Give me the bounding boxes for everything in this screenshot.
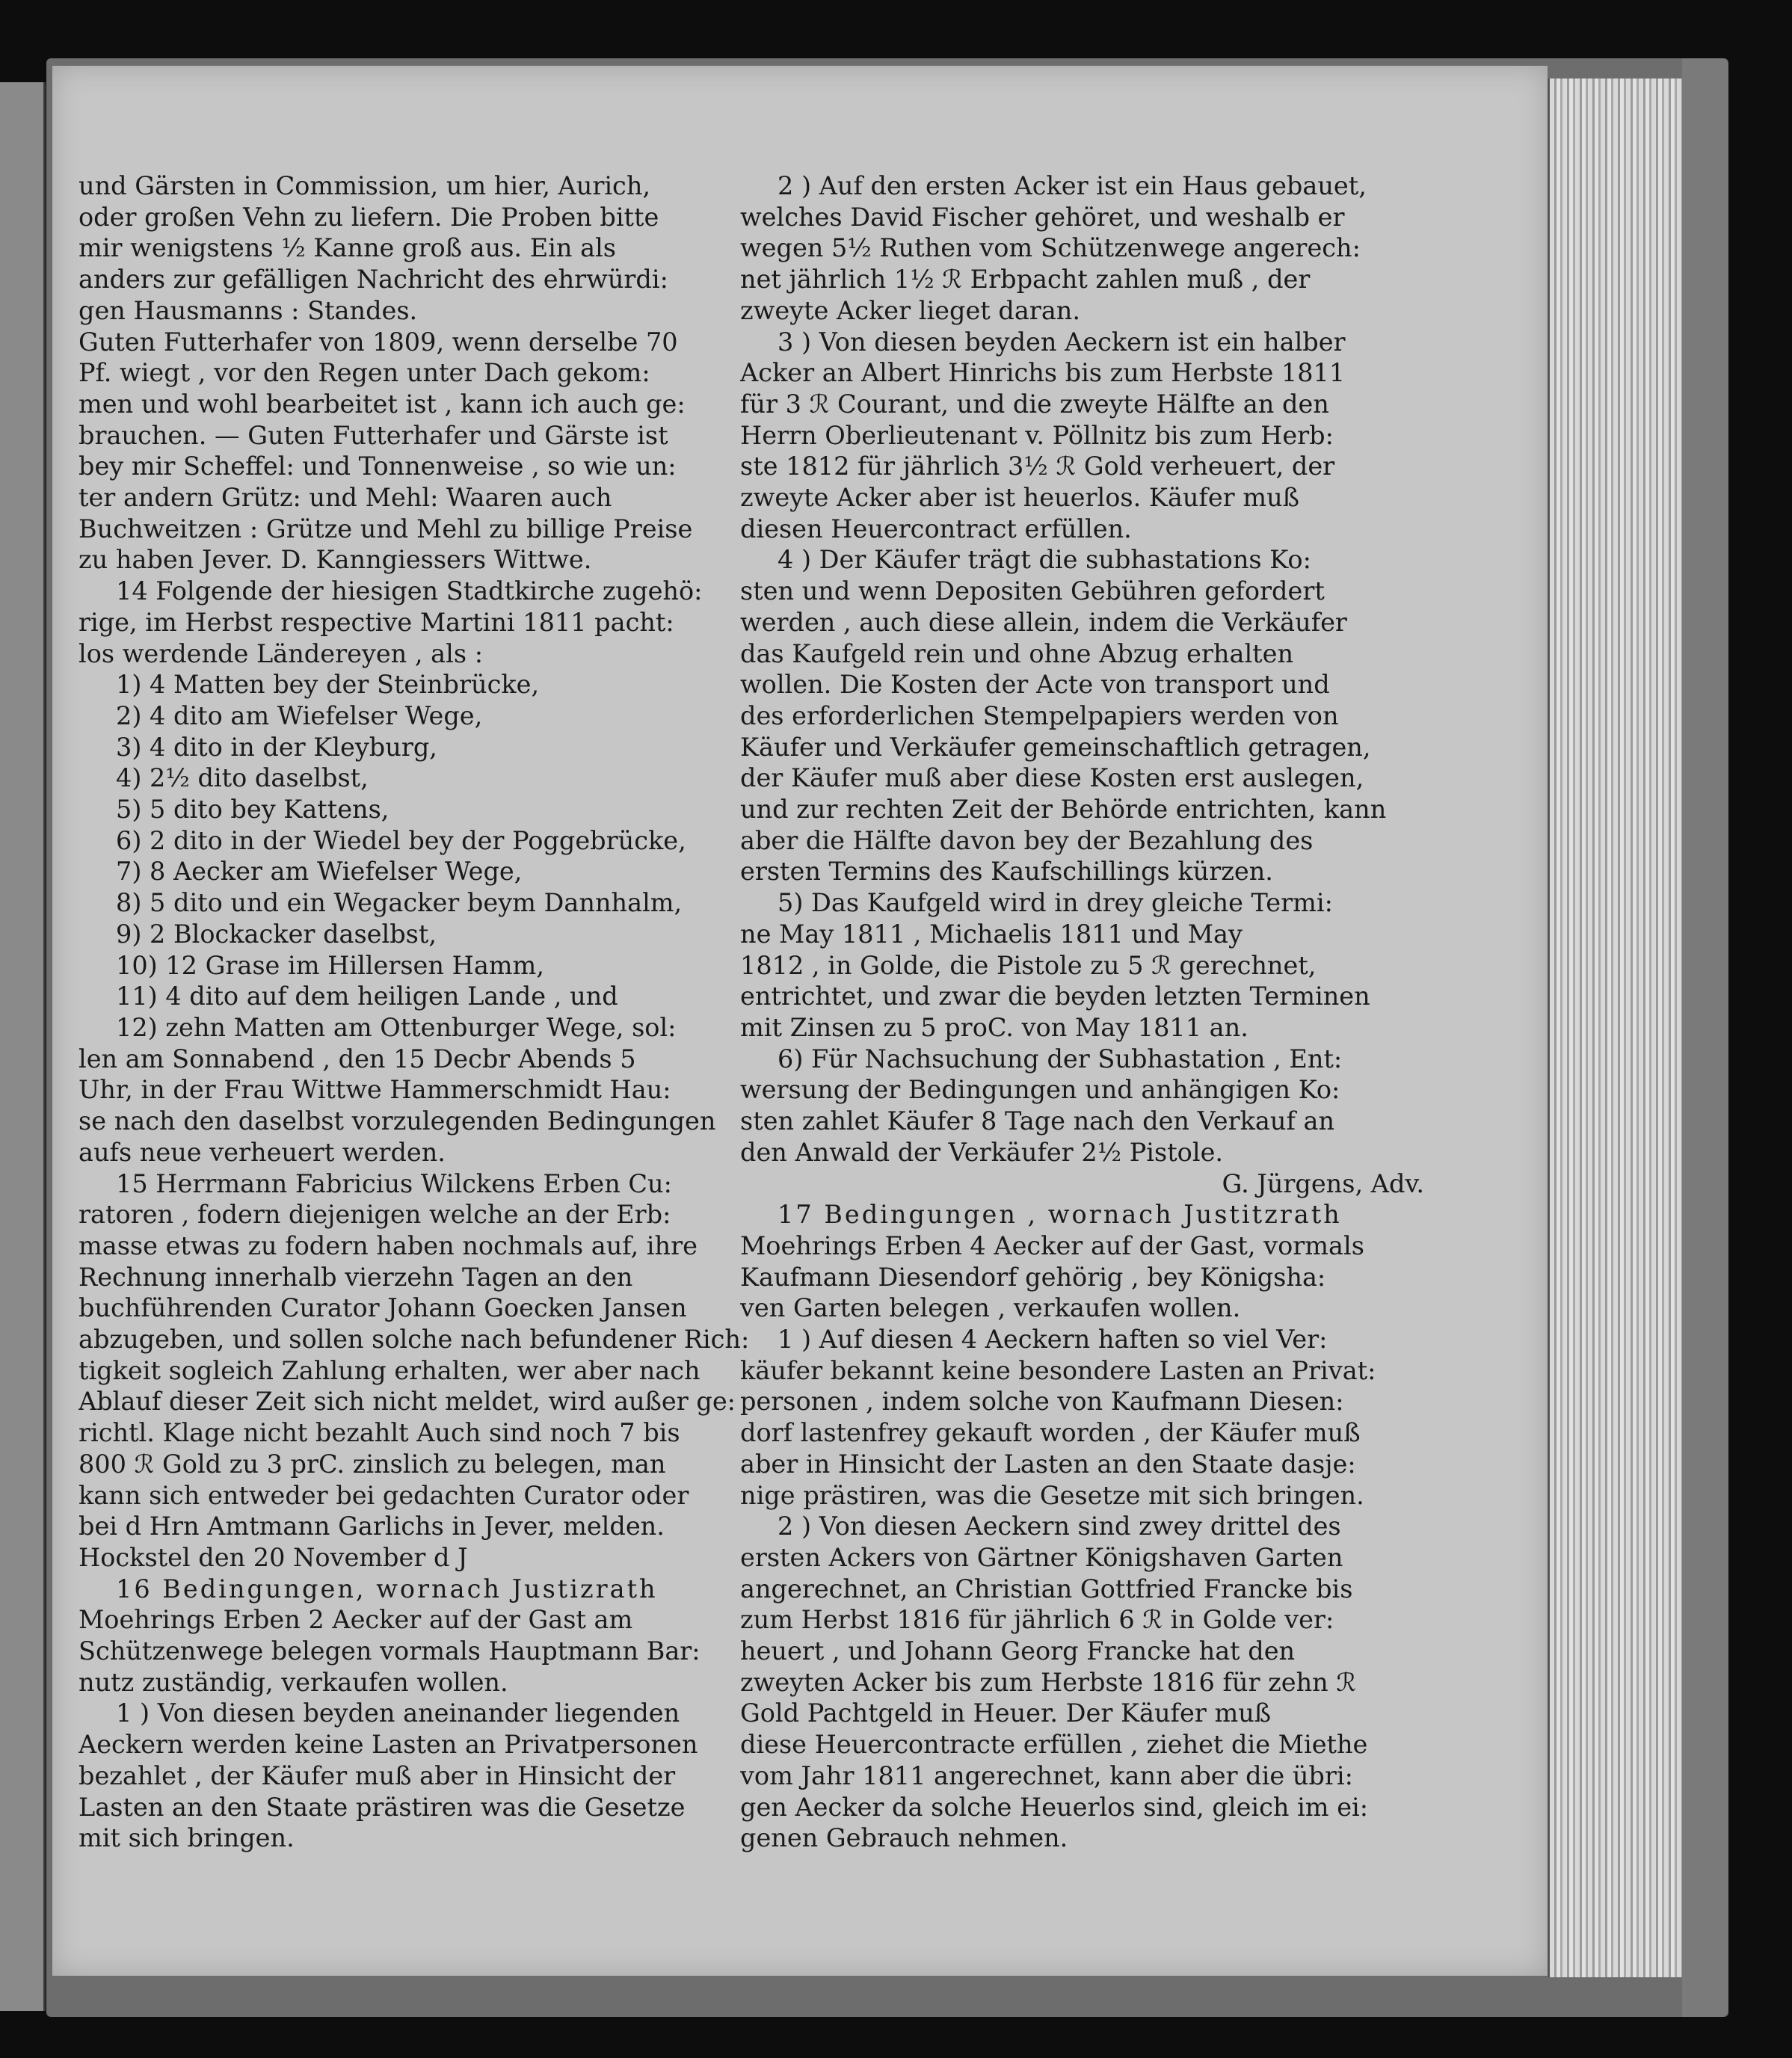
text-line: Aeckern werden keine Lasten an Privatpersonen xyxy=(78,1730,698,1760)
text-line: den Anwald der Verkäufer 2½ Pistole. xyxy=(740,1137,1224,1167)
text-line: angerechnet, an Christian Gottfried Francke bis xyxy=(740,1574,1353,1603)
text-line: 8) 5 dito und ein Wegacker beym Dannhalm, xyxy=(116,888,683,918)
text-line: men und wohl bearbeitet ist , kann ich auch ge: xyxy=(78,389,686,419)
text-line: diesen Heuercontract erfüllen. xyxy=(740,514,1132,543)
text-line: 11) 4 dito auf dem heiligen Lande , und xyxy=(116,982,618,1011)
text-line: 2 ) Von diesen Aeckern sind zwey drittel des xyxy=(778,1512,1341,1541)
text-line: 2 ) Auf den ersten Acker ist ein Haus gebauet, xyxy=(778,171,1367,200)
text-line: zweyte Acker aber ist heuerlos. Käufer muß xyxy=(740,483,1300,513)
text-line: wegen 5½ Ruthen vom Schützenwege angerech: xyxy=(740,233,1361,263)
text-line: für 3 ℛ Courant, und die zweyte Hälfte an den xyxy=(740,389,1329,419)
text-line: bey mir Scheffel: und Tonnenweise , so wie un: xyxy=(78,452,677,481)
text-line: der Käufer muß aber diese Kosten erst auslegen, xyxy=(740,763,1364,793)
text-line: dorf lastenfrey gekauft worden , der Käufer muß xyxy=(740,1418,1361,1448)
text-line: personen , indem solche von Kaufmann Diesen: xyxy=(740,1387,1344,1417)
text-line: 6) 2 dito in der Wiedel bey der Poggebrücke, xyxy=(116,825,686,855)
text-line: Schützenwege belegen vormals Hauptmann Bar: xyxy=(78,1636,701,1666)
text-line: Moehrings Erben 4 Aecker auf der Gast, vormals xyxy=(740,1230,1364,1260)
text-line: Buchweitzen : Grütze und Mehl zu billige Preise xyxy=(78,514,693,543)
text-line: 6) Für Nachsuchung der Subhastation , Ent: xyxy=(778,1044,1343,1073)
text-line: 10) 12 Grase im Hillersen Hamm, xyxy=(116,950,544,980)
text-line: zweyten Acker bis zum Herbste 1816 für zehn ℛ xyxy=(740,1667,1357,1697)
text-line: Ablauf dieser Zeit sich nicht meldet, wird außer ge: xyxy=(78,1387,736,1417)
text-line: Uhr, in der Frau Wittwe Hammerschmidt Hau: xyxy=(78,1075,671,1105)
text-line: aber die Hälfte davon bey der Bezahlung des xyxy=(740,825,1314,855)
text-line: los werdende Ländereyen , als : xyxy=(78,638,483,668)
text-line: nige prästiren, was die Gesetze mit sich bringen. xyxy=(740,1480,1364,1510)
text-line: nutz zuständig, verkaufen wollen. xyxy=(78,1667,508,1697)
text-line: buchführenden Curator Johann Goecken Jansen xyxy=(78,1293,687,1323)
text-line: Pf. wiegt , vor den Regen unter Dach gekom: xyxy=(78,358,650,388)
text-line: Moehrings Erben 2 Aecker auf der Gast am xyxy=(78,1605,633,1635)
text-line: 1 ) Von diesen beyden aneinander liegenden xyxy=(116,1698,680,1728)
text-line: 5) 5 dito bey Kattens, xyxy=(116,795,390,825)
text-line: und zur rechten Zeit der Behörde entrichten, kann xyxy=(740,795,1387,825)
text-line: entrichtet, und zwar die beyden letzten Terminen xyxy=(740,982,1370,1011)
text-line: sten zahlet Käufer 8 Tage nach den Verkauf an xyxy=(740,1106,1335,1136)
text-line: ste 1812 für jährlich 3½ ℛ Gold verheuert, der xyxy=(740,452,1335,481)
text-line: 12) zehn Matten am Ottenburger Wege, sol: xyxy=(116,1012,677,1042)
text-line: G. Jürgens, Adv. xyxy=(1222,1168,1424,1198)
text-line: len am Sonnabend , den 15 Decbr Abends 5 xyxy=(78,1044,636,1073)
text-line: Acker an Albert Hinrichs bis zum Herbste 1811 xyxy=(740,358,1346,388)
text-line: heuert , und Johann Georg Francke hat den xyxy=(740,1636,1296,1666)
text-line: wollen. Die Kosten der Acte von transport und xyxy=(740,670,1330,700)
text-line: brauchen. — Guten Futterhafer und Gärste ist xyxy=(78,420,668,450)
text-line: 800 ℛ Gold zu 3 prC. zinslich zu belegen, man xyxy=(78,1449,666,1479)
text-line: anders zur gefälligen Nachricht des ehrwürdi: xyxy=(78,265,668,295)
text-line: des erforderlichen Stempelpapiers werden von xyxy=(740,700,1339,730)
text-line: zweyte Acker lieget daran. xyxy=(740,295,1081,325)
left-text-column xyxy=(78,170,770,1854)
text-line: zum Herbst 1816 für jährlich 6 ℛ in Golde ver: xyxy=(740,1605,1334,1635)
previous-page-edge xyxy=(0,82,46,2011)
text-line: abzugeben, und sollen solche nach befundener Rich: xyxy=(78,1325,750,1355)
text-line: masse etwas zu fodern haben nochmals auf, ihre xyxy=(78,1230,698,1260)
text-line: vom Jahr 1811 angerechnet, kann aber die übri: xyxy=(740,1760,1353,1790)
text-line: 3) 4 dito in der Kleyburg, xyxy=(116,732,437,762)
text-line: ersten Termins des Kaufschillings kürzen. xyxy=(740,857,1273,887)
text-line: 5) Das Kaufgeld wird in drey gleiche Termi: xyxy=(778,888,1333,918)
text-line: diese Heuercontracte erfüllen , ziehet die Miethe xyxy=(740,1730,1368,1760)
text-line: 2) 4 dito am Wiefelser Wege, xyxy=(116,700,483,730)
text-line: Rechnung innerhalb vierzehn Tagen an den xyxy=(78,1262,633,1292)
text-line: 7) 8 Aecker am Wiefelser Wege, xyxy=(116,857,523,887)
text-line: kann sich entweder bei gedachten Curator oder xyxy=(78,1480,689,1510)
text-line: mit sich bringen. xyxy=(78,1823,295,1853)
text-line: 1) 4 Matten bey der Steinbrücke, xyxy=(116,670,540,700)
text-line: 17 Bedingungen , wornach Justitzrath xyxy=(778,1200,1342,1230)
text-line: und Gärsten in Commission, um hier, Aurich, xyxy=(78,171,651,200)
text-line: mir wenigstens ½ Kanne groß aus. Ein als xyxy=(78,233,616,263)
text-line: 4) 2½ dito daselbst, xyxy=(116,763,369,793)
text-line: 14 Folgende der hiesigen Stadtkirche zugehö: xyxy=(116,576,703,606)
text-line: ne May 1811 , Michaelis 1811 und May xyxy=(740,919,1243,949)
text-line: se nach den daselbst vorzulegenden Bedingungen xyxy=(78,1106,716,1136)
text-line: ven Garten belegen , verkaufen wollen. xyxy=(740,1293,1241,1323)
book-cover-edge xyxy=(1682,58,1728,2017)
text-line: tigkeit sogleich Zahlung erhalten, wer aber nach xyxy=(78,1355,701,1385)
text-line: Gold Pachtgeld in Heuer. Der Käufer muß xyxy=(740,1698,1272,1728)
text-line: 1 ) Auf diesen 4 Aeckern haften so viel Ver: xyxy=(778,1325,1328,1355)
text-line: werden , auch diese allein, indem die Verkäufer xyxy=(740,607,1347,637)
text-line: mit Zinsen zu 5 proC. von May 1811 an. xyxy=(740,1012,1248,1042)
text-line: Käufer und Verkäufer gemeinschaftlich getragen, xyxy=(740,732,1371,762)
text-line: gen Aecker da solche Heuerlos sind, gleich im ei: xyxy=(740,1792,1369,1822)
text-line: richtl. Klage nicht bezahlt Auch sind noch 7 bis xyxy=(78,1418,680,1448)
text-line: 3 ) Von diesen beyden Aeckern ist ein halber xyxy=(778,327,1346,357)
text-line: aber in Hinsicht der Lasten an den Staate dasje: xyxy=(740,1449,1356,1479)
text-line: rige, im Herbst respective Martini 1811 pacht: xyxy=(78,607,674,637)
text-line: ter andern Grütz: und Mehl: Waaren auch xyxy=(78,483,612,513)
text-line: gen Hausmanns : Standes. xyxy=(78,295,418,325)
text-line: zu haben Jever. D. Kanngiessers Wittwe. xyxy=(78,545,592,575)
text-line: 15 Herrmann Fabricius Wilckens Erben Cu: xyxy=(116,1168,672,1198)
text-line: aufs neue verheuert werden. xyxy=(78,1137,446,1167)
text-line: wersung der Bedingungen und anhängigen Ko: xyxy=(740,1075,1340,1105)
text-line: sten und wenn Depositen Gebühren gefordert xyxy=(740,576,1325,606)
text-line: 16 Bedingungen, wornach Justizrath xyxy=(116,1574,658,1603)
text-line: käufer bekannt keine besondere Lasten an Privat: xyxy=(740,1355,1376,1385)
text-line: bezahlet , der Käufer muß aber in Hinsicht der xyxy=(78,1760,676,1790)
text-line: oder großen Vehn zu liefern. Die Proben bitte xyxy=(78,202,659,232)
text-line: net jährlich 1½ ℛ Erbpacht zahlen muß , der xyxy=(740,265,1311,295)
text-line: Kaufmann Diesendorf gehörig , bey Königsha: xyxy=(740,1262,1326,1292)
text-line: Lasten an den Staate prästiren was die Gesetze xyxy=(78,1792,686,1822)
text-line: ersten Ackers von Gärtner Königshaven Garten xyxy=(740,1542,1343,1572)
text-line: ratoren , fodern diejenigen welche an der Erb: xyxy=(78,1200,671,1230)
text-line: 9) 2 Blockacker daselbst, xyxy=(116,919,437,949)
right-text-column xyxy=(740,170,1432,1854)
text-line: genen Gebrauch nehmen. xyxy=(740,1823,1068,1853)
text-line: Hockstel den 20 November d J xyxy=(78,1542,468,1572)
text-line: welches David Fischer gehöret, und weshalb er xyxy=(740,202,1345,232)
text-line: das Kaufgeld rein und ohne Abzug erhalten xyxy=(740,638,1294,668)
text-line: 1812 , in Golde, die Pistole zu 5 ℛ gerechnet, xyxy=(740,950,1317,980)
text-line: bei d Hrn Amtmann Garlichs in Jever, melden. xyxy=(78,1512,665,1541)
text-line: Herrn Oberlieutenant v. Pöllnitz bis zum Herb: xyxy=(740,420,1334,450)
text-line: 4 ) Der Käufer trägt die subhastations Ko: xyxy=(778,545,1311,575)
text-line: Guten Futterhafer von 1809, wenn derselbe 70 xyxy=(78,327,678,357)
